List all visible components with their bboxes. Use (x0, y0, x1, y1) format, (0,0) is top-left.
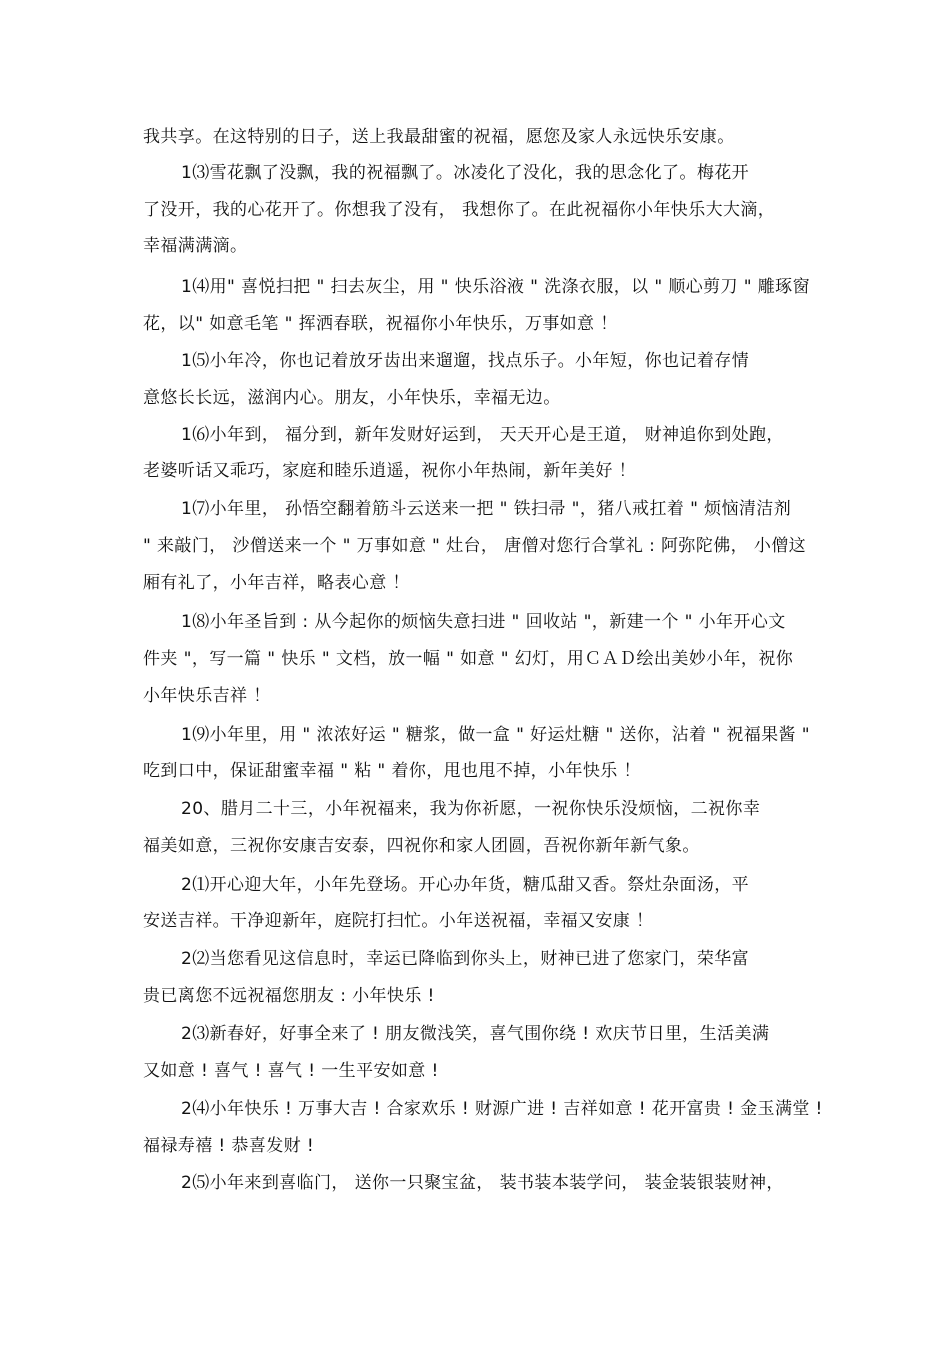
text-line: 吃到口中，保证甜蜜幸福 " 粘 " 着你，甩也甩不掉，小年快乐 ！ (143, 761, 641, 781)
text-line: 花，以" 如意毛笔 " 挥洒春联，祝福你小年快乐，万事如意 ！ (143, 314, 618, 334)
text-line: 福禄寿禧 ! 恭喜发财 ! (143, 1136, 315, 1156)
text-line: 小年快乐吉祥 ！ (143, 686, 271, 706)
text-line: 1⑼小年里，用 " 浓浓好运 " 糖浆，做一盒 " 好运灶糖 " 送你，沾着 " 祝福果酱 " (181, 725, 810, 745)
text-line: 20、腊月二十三，小年祝福来，我为你祈愿，一祝你快乐没烦恼，二祝你幸 (181, 799, 761, 819)
text-line: 又如意 ! 喜气 ! 喜气 ! 一生平安如意 ! (143, 1061, 439, 1081)
text-line: 意悠长长远，滋润内心。朋友，小年快乐，幸福无边。 (143, 388, 561, 408)
text-line: 厢有礼了，小年吉祥，略表心意 ！ (143, 573, 410, 593)
text-line: 安送吉祥。干净迎新年，庭院打扫忙。小年送祝福，幸福又安康 ！ (143, 911, 654, 931)
text-line: 贵已离您不远祝福您朋友 : 小年快乐 ! (143, 986, 435, 1006)
text-line: 2⑷小年快乐 ! 万事大吉 ! 合家欢乐 ! 财源广进 ! 吉祥如意 ! 花开富贵 ! 金玉满堂 ! (181, 1099, 823, 1119)
text-line: 1⑺小年里， 孙悟空翻着筋斗云送来一把 " 铁扫帚 "，猪八戒扛着 " 烦恼清洁剂 (181, 499, 792, 519)
text-line: " 来敲门， 沙僧送来一个 " 万事如意 " 灶台， 唐僧对您行合掌礼 : 阿弥陀佛， 小僧这 (143, 536, 807, 556)
text-line: 了没开，我的心花开了。你想我了没有， 我想你了。在此祝福你小年快乐大大滴， (143, 200, 776, 220)
text-line: 1⑷用" 喜悦扫把 " 扫去灰尘，用 " 快乐浴液 " 洗涤衣服，以 " 顺心剪刀 " 雕琢窗 (181, 277, 810, 297)
text-line: 1⑻小年圣旨到 : 从今起你的烦恼失意扫进 " 回收站 "，新建一个 " 小年开心文 (181, 612, 786, 632)
text-line: 1⑶雪花飘了没飘，我的祝福飘了。冰凌化了没化，我的思念化了。梅花开 (181, 163, 750, 183)
text-line: 福美如意，三祝你安康吉安泰，四祝你和家人团圆，吾祝你新年新气象。 (143, 836, 700, 856)
text-line: 件夹 "，写一篇 " 快乐 " 文档，放一幅 " 如意 " 幻灯，用ＣＡＤ绘出美妙小年，祝你 (143, 649, 794, 669)
text-line: 2⑵当您看见这信息时，幸运已降临到你头上，财神已进了您家门，荣华富 (181, 949, 750, 969)
text-line: 2⑸小年来到喜临门， 送你一只聚宝盆， 装书装本装学问， 装金装银装财神， (181, 1173, 784, 1193)
text-line: 老婆听话又乖巧，家庭和睦乐逍遥，祝你小年热闹，新年美好 ！ (143, 461, 637, 481)
text-line: 1⑹小年到， 福分到，新年发财好运到， 天天开心是王道， 财神追你到处跑， (181, 425, 784, 445)
text-line: 2⑴开心迎大年，小年先登场。开心办年货，糖瓜甜又香。祭灶杂面汤，平 (181, 875, 750, 895)
text-line: 2⑶新春好，好事全来了 ! 朋友微浅笑，喜气围你绕 ! 欢庆节日里，生活美满 (181, 1024, 770, 1044)
text-line: 我共享。在这特别的日子，送上我最甜蜜的祝福，愿您及家人永远快乐安康。 (143, 127, 735, 147)
text-line: 幸福满满滴。 (143, 236, 248, 256)
text-line: 1⑸小年冷，你也记着放牙齿出来遛遛，找点乐子。小年短，你也记着存情 (181, 351, 750, 371)
